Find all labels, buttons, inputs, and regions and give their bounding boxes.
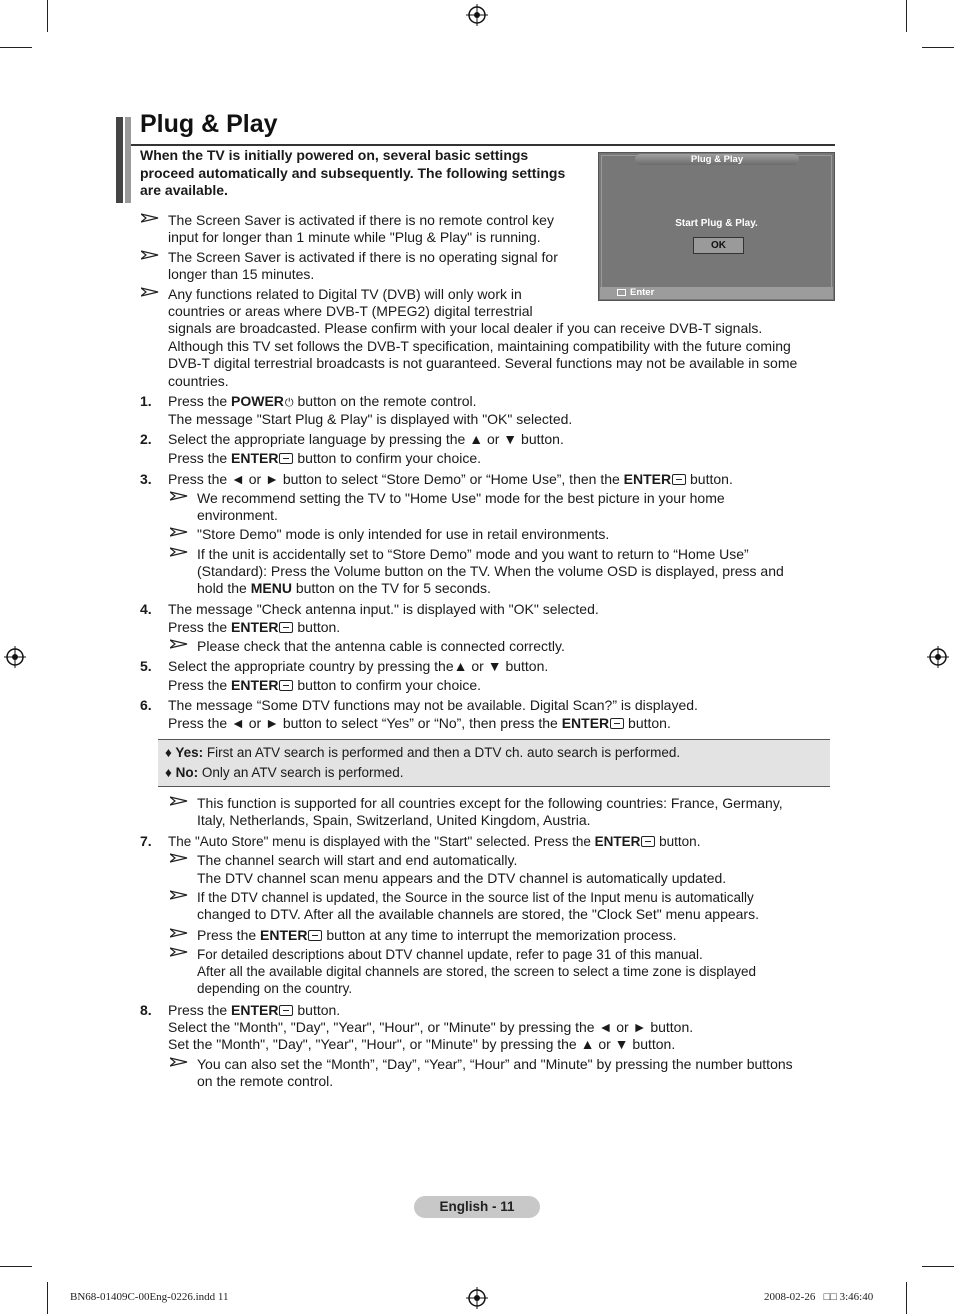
step-text: Select the appropriate country by pressing the▲ or ▼ button.: [168, 658, 549, 674]
tv-footer-label: Enter: [630, 287, 655, 298]
note-text: hold the MENU button on the TV for 5 seconds.: [197, 580, 491, 596]
note-arrow-icon: [170, 946, 188, 958]
note-arrow-icon: [170, 526, 188, 538]
power-icon: ⏻: [284, 397, 294, 409]
tv-screen-footer: [600, 287, 833, 299]
note-text: Although this TV set follows the DVB-T specification, maintaining compatibility with the future coming: [168, 338, 791, 354]
step-number: 7.: [140, 833, 152, 849]
step-text: Select the "Month", "Day", "Year", "Hour", or "Minute" by pressing the ◄ or ► button.: [168, 1019, 694, 1035]
note-text: The channel search will start and end automatically.: [197, 852, 518, 868]
step-number: 4.: [140, 601, 152, 617]
note-text: countries.: [168, 373, 229, 389]
crop-mark: [922, 1266, 954, 1267]
registration-mark-icon: [927, 646, 949, 668]
step-number: 1.: [140, 393, 152, 409]
note-text: After all the available digital channels are stored, the screen to select a time zone is displayed: [197, 964, 757, 979]
enter-icon: [641, 836, 655, 847]
step-text: Press the ◄ or ► button to select “Store Demo” or “Home Use”, then the ENTER button.: [168, 471, 733, 487]
footer-timestamp: 2008-02-26 □□ 3:46:40: [764, 1291, 874, 1303]
step-text: Press the ◄ or ► button to select “Yes” or “No”, then press the ENTER button.: [168, 715, 671, 731]
info-no: ♦ No: Only an ATV search is performed.: [165, 765, 404, 780]
note-text: input for longer than 1 minute while "Plug & Play" is running.: [168, 229, 541, 245]
note-text: signals are broadcasted. Please confirm with your local dealer if you can receive DVB-T signals.: [168, 320, 763, 336]
note-text: Any functions related to Digital TV (DVB) will only work in: [168, 286, 522, 302]
note-text: If the unit is accidentally set to “Store Demo” mode and you want to return to “Home Use”: [197, 546, 749, 562]
note-text: The Screen Saver is activated if there is no remote control key: [168, 212, 554, 228]
step-number: 3.: [140, 471, 152, 487]
note-arrow-icon: [170, 638, 188, 650]
note-arrow-icon: [170, 889, 188, 901]
note-text: depending on the country.: [197, 981, 353, 996]
step-text: Press the POWER⏻ button on the remote control.: [168, 393, 477, 412]
step-text: The message “Some DTV functions may not be available. Digital Scan?” is displayed.: [168, 697, 698, 713]
step-number: 8.: [140, 1002, 152, 1018]
note-arrow-icon: [141, 212, 159, 224]
step-text: Press the ENTER button to confirm your choice.: [168, 677, 482, 693]
page-number-badge: English - 11: [414, 1196, 540, 1218]
step-number: 6.: [140, 697, 152, 713]
enter-icon: [308, 930, 322, 941]
tv-screen-illustration: [598, 152, 835, 301]
enter-icon: [279, 622, 293, 633]
step-text: Select the appropriate language by pressing the ▲ or ▼ button.: [168, 431, 564, 447]
enter-icon: [279, 680, 293, 691]
note-text: If the DTV channel is updated, the Source in the source list of the Input menu is automatically: [197, 890, 754, 905]
enter-icon: [617, 289, 626, 296]
step-number: 2.: [140, 431, 152, 447]
registration-mark-icon: [4, 646, 26, 668]
note-arrow-icon: [141, 249, 159, 261]
step-text: Press the ENTER button.: [168, 619, 341, 635]
tv-screen-header: Plug & Play: [635, 154, 799, 165]
step-text: Press the ENTER button to confirm your choice.: [168, 450, 482, 466]
enter-icon: [610, 718, 624, 729]
crop-mark: [906, 1282, 907, 1314]
note-arrow-icon: [170, 927, 188, 939]
crop-mark: [47, 0, 48, 32]
crop-mark: [0, 47, 32, 48]
title-rule: [131, 144, 835, 146]
intro-text: When the TV is initially powered on, several basic settings proceed automatically and subsequently. The following settings are available.: [140, 147, 566, 198]
registration-mark-icon: [466, 1287, 488, 1309]
note-text: Press the ENTER button at any time to interrupt the memorization process.: [197, 927, 677, 943]
enter-icon: [672, 474, 686, 485]
info-yes: ♦ Yes: First an ATV search is performed and then a DTV ch. auto search is performed.: [165, 745, 681, 760]
note-text: Please check that the antenna cable is connected correctly.: [197, 638, 565, 654]
footer-filename: BN68-01409C-00Eng-0226.indd 11: [70, 1291, 229, 1303]
crop-mark: [922, 47, 954, 48]
step-text: The message "Check antenna input." is displayed with "OK" selected.: [168, 601, 599, 617]
note-text: For detailed descriptions about DTV channel update, refer to page 31 of this manual.: [197, 947, 703, 962]
note-text: Italy, Netherlands, Spain, Switzerland, United Kingdom, Austria.: [197, 812, 591, 828]
info-box: [158, 739, 830, 787]
note-arrow-icon: [170, 852, 188, 864]
note-text: We recommend setting the TV to "Home Use" mode for the best picture in your home: [197, 490, 725, 506]
note-text: (Standard): Press the Volume button on the TV. When the volume OSD is displayed, press and: [197, 563, 784, 579]
enter-icon: [279, 453, 293, 464]
title-accent-bar: [125, 117, 131, 203]
note-text: environment.: [197, 507, 278, 523]
note-text: countries or areas where DVB-T (MPEG2) digital terrestrial: [168, 303, 533, 319]
tv-screen-message: Start Plug & Play.: [675, 218, 758, 229]
crop-mark: [47, 1282, 48, 1314]
step-number: 5.: [140, 658, 152, 674]
note-text: "Store Demo" mode is only intended for use in retail environments.: [197, 526, 610, 542]
note-arrow-icon: [170, 546, 188, 558]
crop-mark: [906, 0, 907, 32]
note-text: on the remote control.: [197, 1073, 334, 1089]
step-text: The message "Start Plug & Play" is displayed with "OK" selected.: [168, 411, 573, 427]
note-arrow-icon: [141, 286, 159, 298]
tv-ok-button: OK: [693, 237, 744, 254]
step-text: The "Auto Store" menu is displayed with the "Start" selected. Press the ENTER button.: [168, 834, 701, 849]
note-text: This function is supported for all countries except for the following countries: France, Germany,: [197, 795, 783, 811]
step-text: Set the "Month", "Day", "Year", "Hour", or "Minute" by pressing the ▲ or ▼ button.: [168, 1036, 676, 1052]
note-arrow-icon: [170, 795, 188, 807]
note-text: You can also set the “Month”, “Day”, “Year”, “Hour” and "Minute" by pressing the number buttons: [197, 1056, 793, 1072]
note-text: longer than 15 minutes.: [168, 266, 315, 282]
note-text: The DTV channel scan menu appears and the DTV channel is automatically updated.: [197, 870, 727, 886]
enter-icon: [279, 1005, 293, 1016]
registration-mark-icon: [466, 4, 488, 26]
note-text: The Screen Saver is activated if there is no operating signal for: [168, 249, 558, 265]
crop-mark: [0, 1266, 32, 1267]
step-text: Press the ENTER button.: [168, 1002, 341, 1018]
note-arrow-icon: [170, 1056, 188, 1068]
title-accent-bar: [116, 117, 123, 203]
note-text: DVB-T digital terrestrial broadcasts is not guaranteed. Several functions may not be available in some: [168, 355, 798, 371]
note-arrow-icon: [170, 490, 188, 502]
page-title: Plug & Play: [140, 110, 278, 138]
note-text: changed to DTV. After all the available channels are stored, the "Clock Set" menu appears.: [197, 906, 759, 922]
